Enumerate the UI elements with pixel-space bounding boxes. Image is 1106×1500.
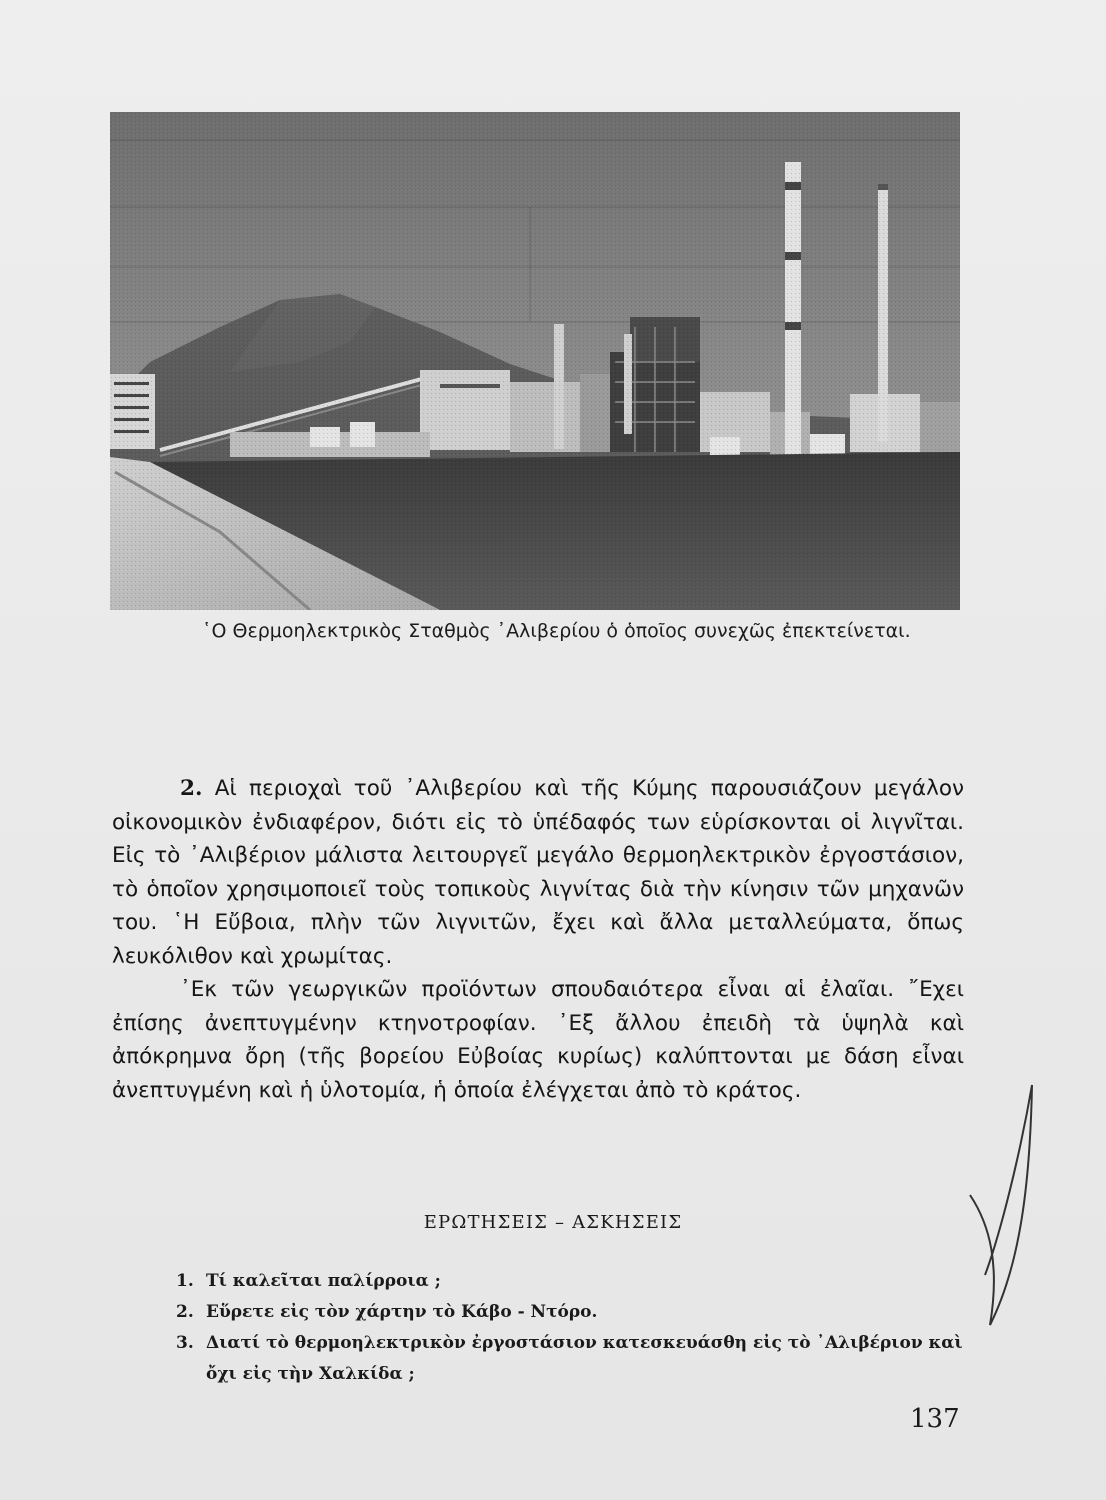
section-body — [112, 772, 964, 1107]
questions-heading: ΕΡΩΤΗΣΕΙΣ – ΑΣΚΗΣΕΙΣ — [423, 1212, 683, 1233]
question-item — [176, 1297, 966, 1328]
paragraph-1-text: Αἱ περιοχαὶ τοῦ ᾽Αλιβερίου καὶ τῆς Κύμης παρουσιάζουν μεγάλον οἰκονομικὸν ἐνδιαφέρον, διότι εἰς τὸ ὑπέδαφός των εὑρίσκονται οἱ λιγνῖται. Εἰς τὸ ᾽Αλιβέριον μάλιστα λειτουργεῖ μεγάλο θερμοηλεκτρικὸν ἐργοστάσιον, τὸ ὁποῖον χρησιμοποιεῖ τοὺς τοπικοὺς λιγνίτας διὰ τὴν κίνησιν τῶν μηχανῶν του. ῾Η Εὔβοια, πλὴν τῶν λιγνιτῶν, ἔχει καὶ ἄλλα μεταλλεύματα, ὅπως λευκόλιθον καὶ χρωμίτας. — [112, 776, 964, 969]
paragraph-2: ᾽Εκ τῶν γεωργικῶν προϊόντων σπουδαιότερα εἶναι αἱ ἐλαῖαι. ῎Εχει ἐπίσης ἀνεπτυγμένην κτηνοτροφίαν. ᾽Εξ ἄλλου ἐπειδὴ τὰ ὑψηλὰ καὶ ἀπόκρημνα ὄρη (τῆς βορείου Εὐβοίας κυρίως) καλύπτονται με δάση εἶναι ἀνεπτυγμένη καὶ ἡ ὑλοτομία, ἡ ὁποία ἐλέγχεται ἀπὸ τὸ κράτος. — [112, 977, 964, 1103]
section-number: 2. — [180, 776, 203, 801]
photo-illustration — [110, 112, 960, 610]
question-number: 2. — [176, 1302, 194, 1322]
page-number: 137 — [910, 1404, 960, 1434]
questions-list — [176, 1266, 966, 1390]
photo-caption: ῾Ο Θερμοηλεκτρικὸς Σταθμὸς ᾽Αλιβερίου ὁ ὁποῖος συνεχῶς ἐπεκτείνεται. — [202, 620, 911, 642]
question-text: Εὕρετε εἰς τὸν χάρτην τὸ Κάβο - Ντόρο. — [206, 1302, 598, 1322]
question-item — [176, 1266, 966, 1297]
paragraph-1 — [112, 772, 964, 973]
handwritten-mark — [960, 1075, 1040, 1355]
question-text: Διατί τὸ θερμοηλεκτρικὸν ἐργοστάσιον κατεσκευάσθη εἰς τὸ ᾽Αλιβέριον καὶ ὄχι εἰς τὴν Χαλκίδα ; — [206, 1333, 963, 1384]
question-text: Τί καλεῖται παλίρροια ; — [206, 1271, 441, 1291]
question-number: 3. — [176, 1333, 194, 1353]
power-station-photo — [110, 112, 960, 610]
question-item — [176, 1328, 966, 1390]
question-number: 1. — [176, 1271, 194, 1291]
